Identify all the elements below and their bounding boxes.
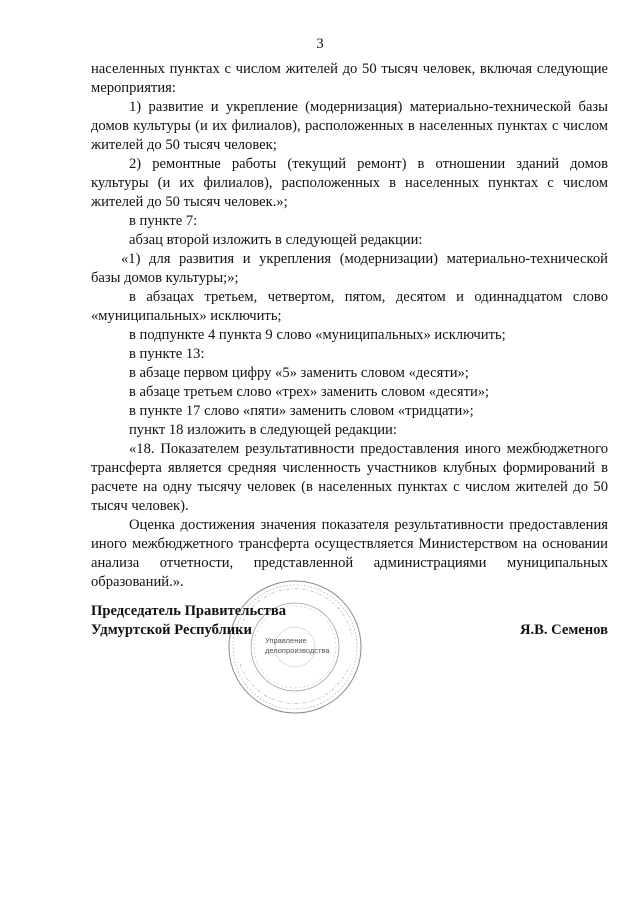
paragraph-item-2: 2) ремонтные работы (текущий ремонт) в отношении зданий домов культуры (и их филиалов), расположенных в населенных пунктах с числом жителей до 50 тысяч человек.»; [91,156,608,210]
signature-title-line1: Председатель Правительства [91,603,287,619]
paragraph-quote-18: «18. Показателем результативности предоставления иного межбюджетного трансферта является средняя численность участников клубных формирований в расчете на одну тысячу человек (в населенных пунктах с числом жителей до 50 тысяч человек). [91,441,608,514]
page-number: 3 [316,36,324,52]
paragraph-point-18: пункт 18 изложить в следующей редакции: [129,422,397,438]
paragraph-point-7: в пункте 7: [129,213,198,229]
paragraph-abzac-first: в абзаце первом цифру «5» заменить словом «десяти»; [129,365,469,381]
signature-signer-name: Я.В. Семенов [519,622,608,638]
paragraph-abzac-second: абзац второй изложить в следующей редакции: [129,232,423,248]
document-body [91,60,608,592]
stamp-line-1: Управление [265,636,307,645]
stamp-line-2: делопроизводства [265,646,330,655]
paragraph-quote-1: «1) для развития и укрепления (модернизации) материально-технической базы домов культуры;»; [91,251,608,286]
paragraph-subpoint-4: в подпункте 4 пункта 9 слово «муниципальных» исключить; [129,327,506,343]
signature-title-line2: Удмуртской Республики [91,622,252,638]
signature-block [91,602,608,640]
paragraph-abzac-third: в абзаце третьем слово «трех» заменить словом «десяти»; [129,384,490,400]
paragraph-item-1: 1) развитие и укрепление (модернизация) материально-технической базы домов культуры (и их филиалов), расположенных в населенных пунктах с числом жителей до 50 тысяч человек; [91,99,608,153]
paragraph-point-17: в пункте 17 слово «пяти» заменить словом «тридцати»; [129,403,474,419]
paragraph-point-13: в пункте 13: [129,346,205,362]
paragraph-assessment: Оценка достижения значения показателя результативности предоставления иного межбюджетного трансферта осуществляется Министерством на основании анализа отчетности, представленной администрациями муниципальных образований.». [91,517,608,590]
paragraph-abzacy-exclude: в абзацах третьем, четвертом, пятом, десятом и одиннадцатом слово «муниципальных» исключить; [91,289,608,324]
paragraph-continuation: населенных пунктах с числом жителей до 50 тысяч человек, включая следующие мероприятия: [91,61,608,96]
